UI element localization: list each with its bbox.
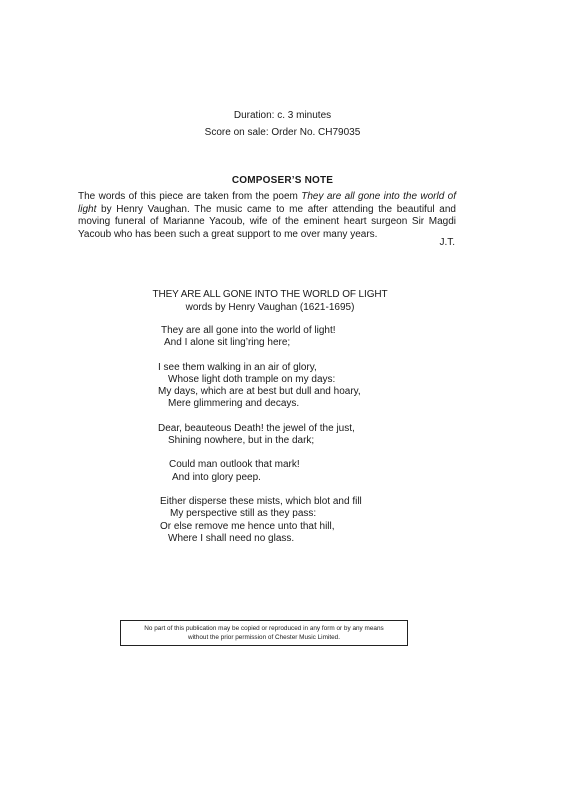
note-poem-title: They are all gone into the world of light (78, 191, 456, 215)
poem-title: THEY ARE ALL GONE INTO THE WORLD OF LIGHT (152, 289, 388, 300)
poem-stanza (158, 423, 362, 448)
poem-line: Either disperse these mists, which blot and fill (160, 495, 362, 507)
order-number-text: Score on sale: Order No. CH79035 (204, 127, 361, 138)
poem-line: Shining nowhere, but in the dark; (168, 435, 315, 447)
poem-subtitle: words by Henry Vaughan (1621-1695) (185, 302, 355, 313)
poem-stanza (169, 459, 362, 484)
copyright-line: without the prior permission of Chester Music Limited. (187, 634, 340, 641)
composers-note-body (78, 191, 456, 241)
poem-body (158, 325, 362, 557)
poem-line: Could man outlook that mark! (169, 459, 300, 471)
composers-note-heading: COMPOSER’S NOTE (231, 175, 334, 186)
poem-line: Or else remove me hence unto that hill, (160, 520, 335, 532)
poem-line: I see them walking in an air of glory, (158, 361, 317, 373)
poem-line: They are all gone into the world of light! (161, 325, 336, 336)
note-text-before: The words of this piece are taken from the poem (78, 191, 302, 202)
poem-stanza (161, 325, 362, 350)
poem-line: My perspective still as they pass: (170, 508, 317, 520)
poem-line: Mere glimmering and decays. (168, 398, 300, 410)
composer-initials: J.T. (439, 237, 455, 248)
poem-line: And into glory peep. (172, 471, 261, 483)
copyright-notice-box (120, 620, 408, 646)
poem-stanza (160, 496, 362, 545)
note-text-after: by Henry Vaughan. The music came to me after attending the beautiful and moving funeral of Marianne Yacoub, wife of the eminent heart surgeon Sir Magdi Yacoub who has been such a great support to me over many years. (78, 203, 456, 240)
poem-line: My days, which are at best but dull and hoary, (158, 386, 361, 398)
poem-line: Dear, beauteous Death! the jewel of the just, (158, 422, 355, 434)
copyright-line: No part of this publication may be copied or reproduced in any form or by any means (144, 625, 384, 632)
poem-line: Where I shall need no glass. (168, 532, 295, 544)
duration-text: Duration: c. 3 minutes (233, 110, 332, 121)
poem-stanza (158, 362, 362, 411)
poem-line: And I alone sit ling’ring here; (164, 337, 291, 349)
poem-line: Whose light doth trample on my days: (168, 373, 336, 385)
